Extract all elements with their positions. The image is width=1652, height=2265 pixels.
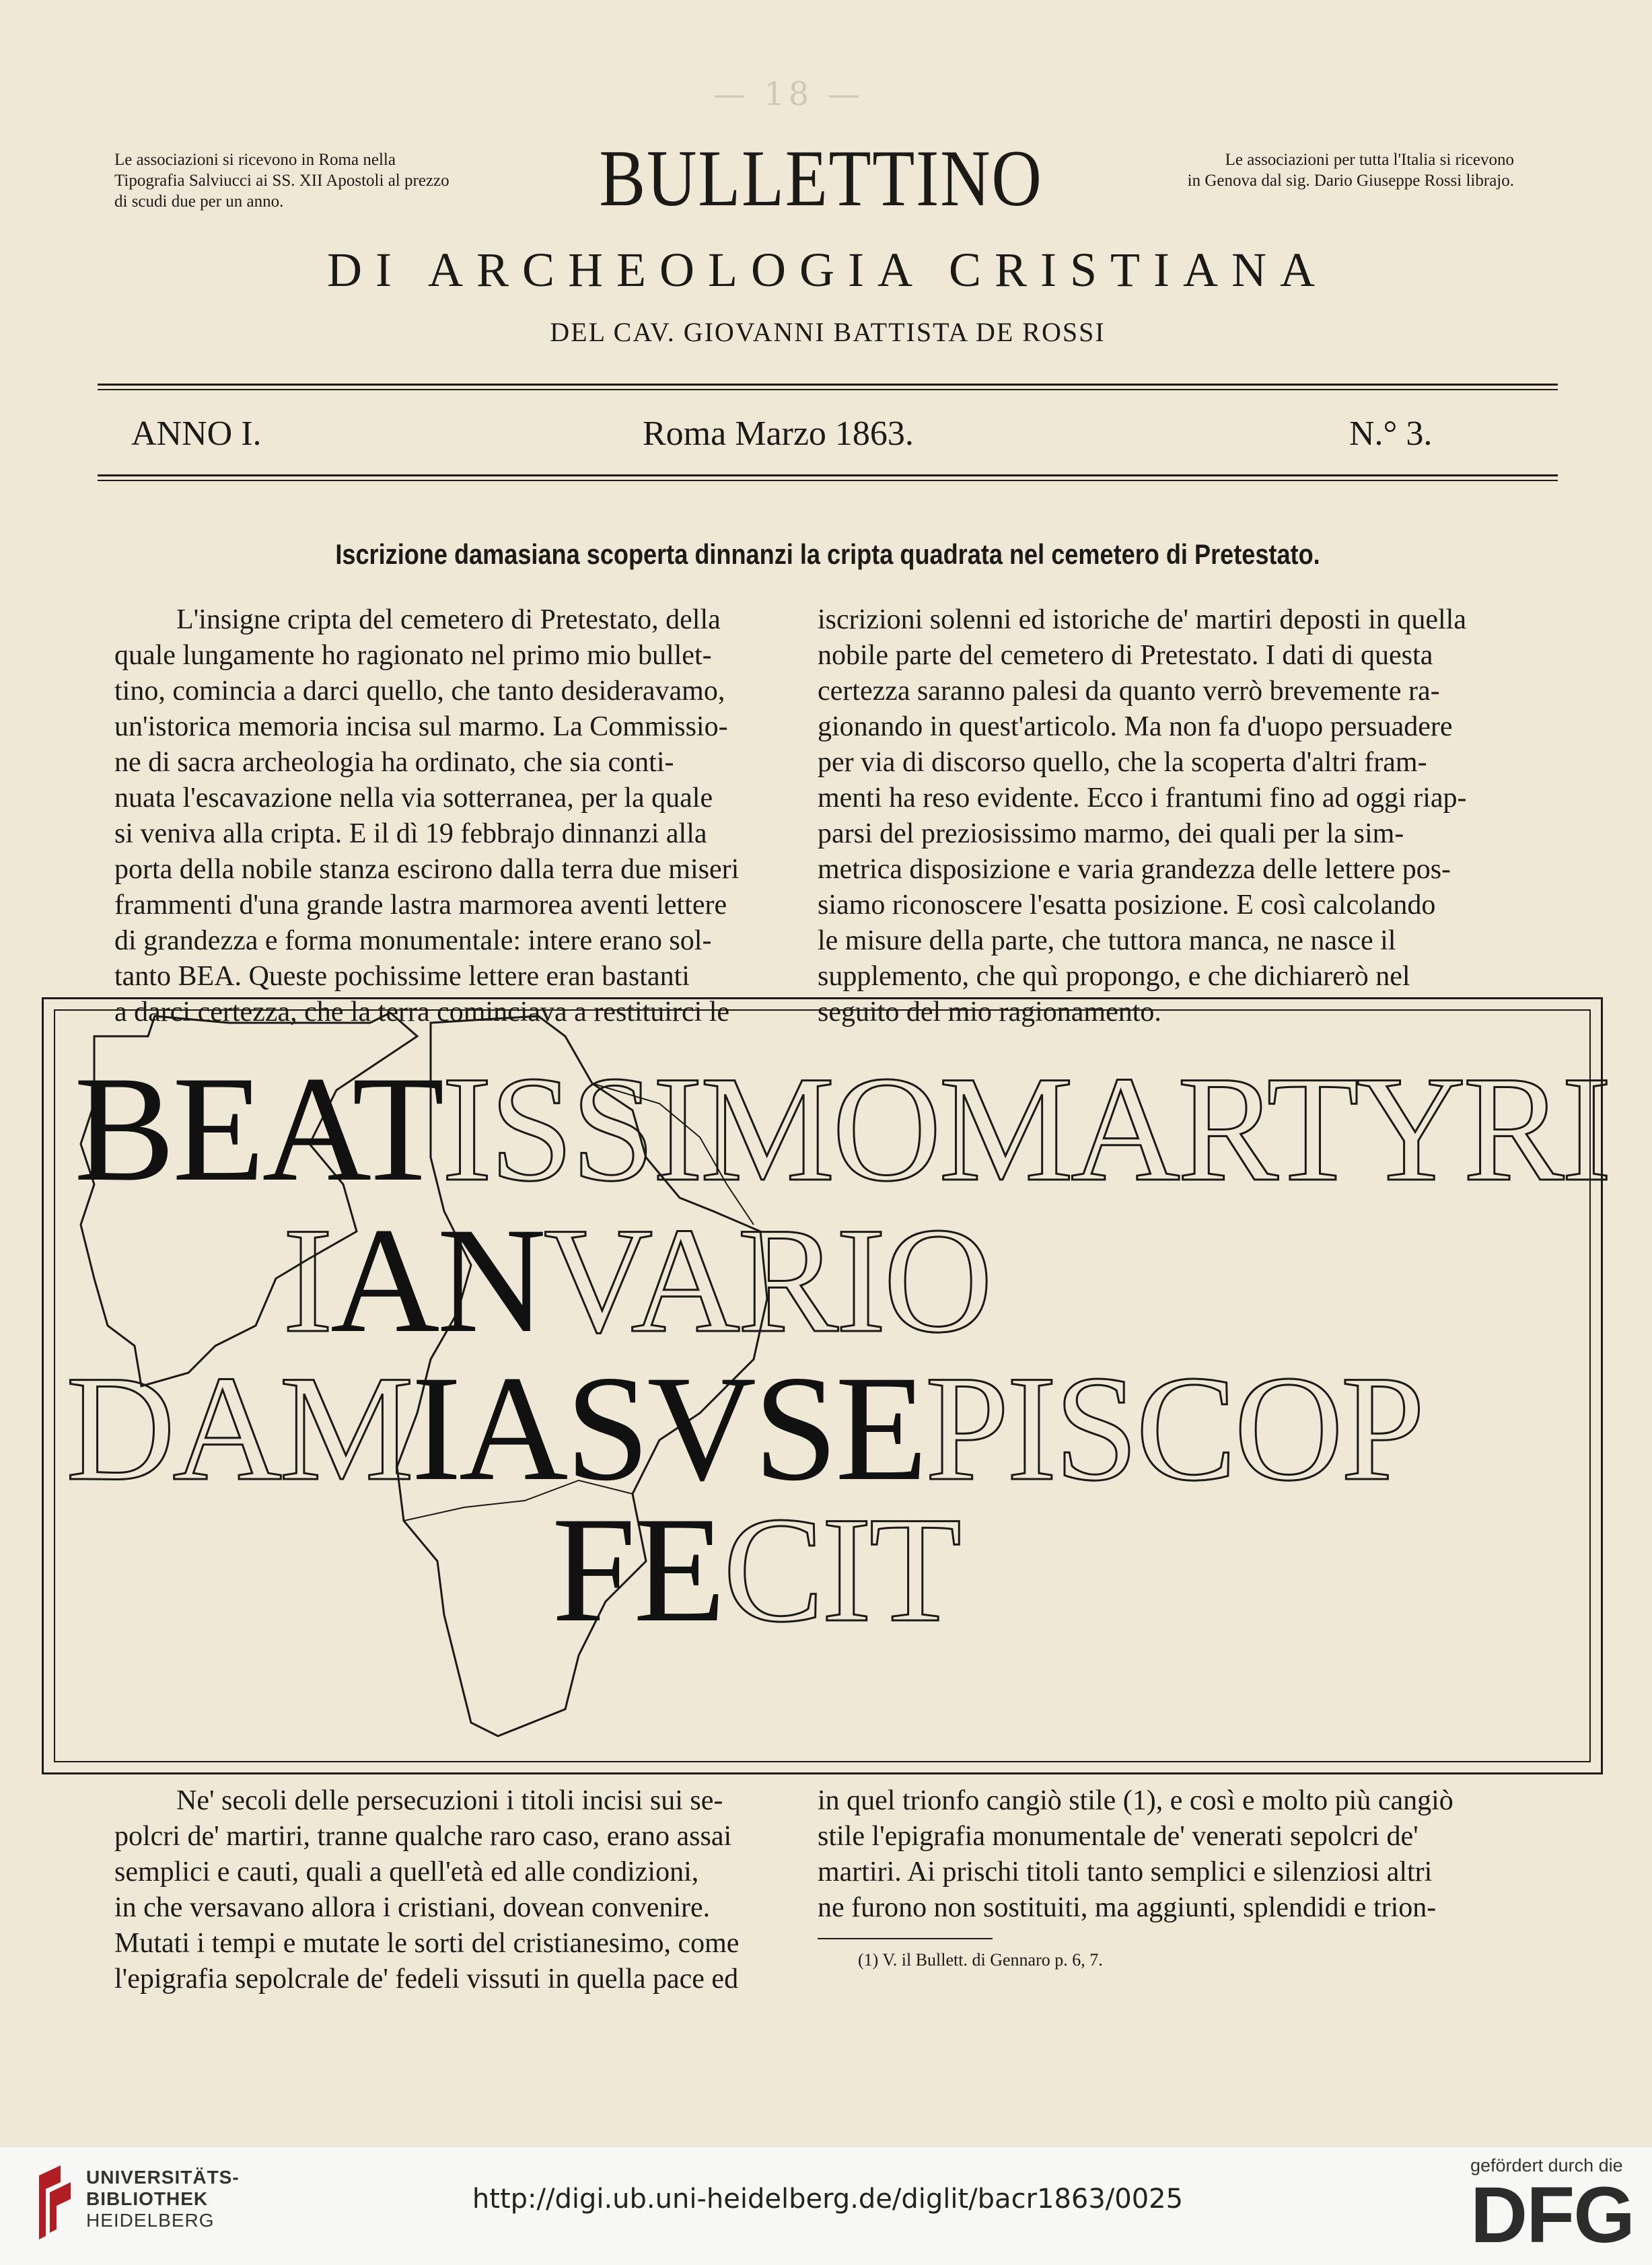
permalink-url[interactable]: http://digi.ub.uni-heidelberg.de/diglit/bacr1863/0025	[472, 2184, 1184, 2215]
inscription-line-3	[66, 1344, 1423, 1512]
restored-letters: DAM	[66, 1344, 412, 1512]
subscription-note-italy	[1097, 149, 1514, 191]
text-line: Ne' secoli delle persecuzioni i titoli incisi sui se-	[176, 1785, 723, 1816]
text-line: si veniva alla cripta. E il dì 19 febbrajo dinnanzi alla	[114, 818, 707, 849]
text-line: certezza saranno palesi da quanto verrò brevemente ra-	[818, 676, 1440, 707]
article-left-column-1	[114, 602, 794, 1030]
text-line: parsi del preziosissimo marmo, dei quali per la sim-	[818, 818, 1404, 849]
restored-letters: VARIO	[543, 1196, 991, 1364]
note-line: in Genova dal sig. Dario Giuseppe Rossi librajo.	[1187, 172, 1514, 190]
text-line: menti ha reso evidente. Ecco i frantumi fino ad oggi riap-	[818, 783, 1467, 814]
text-line: per via di discorso quello, che la scoperta d'altri fram-	[818, 747, 1427, 778]
note-line: di scudi due per un anno.	[114, 192, 284, 211]
text-line: iscrizioni solenni ed istoriche de' martiri deposti in quella	[818, 604, 1466, 635]
text-line: frammenti d'una grande lastra marmorea aventi lettere	[114, 890, 727, 921]
text-line: tino, comincia a darci quello, che tanto desideravamo,	[114, 676, 725, 707]
header-rule	[98, 384, 1558, 386]
library-name-line: HEIDELBERG	[86, 2210, 215, 2231]
text-line: nobile parte del cemetero di Pretestato. I dati di questa	[818, 640, 1433, 671]
text-line: martiri. Ai prischi titoli tanto semplici e silenziosi altri	[818, 1857, 1433, 1887]
text-line: ne di sacra archeologia ha ordinato, che sia conti-	[114, 747, 674, 778]
university-library-logo-icon	[34, 2162, 81, 2243]
issue-date: Roma Marzo 1863.	[643, 415, 914, 453]
text-line: seguito del mio ragionamento.	[818, 997, 1161, 1028]
note-line: Tipografia Salviucci ai SS. XII Apostoli al prezzo	[114, 172, 450, 190]
issue-rule	[98, 480, 1558, 481]
inscription-line-2	[283, 1196, 991, 1364]
text-line: un'istorica memoria incisa sul marmo. La Commissio-	[114, 711, 728, 742]
footnote: (1) V. il Bullett. di Gennaro p. 6, 7.	[858, 1950, 1103, 1970]
text-line: semplici e cauti, quali a quell'età ed alle condizioni,	[114, 1857, 699, 1887]
article-right-column-1	[818, 602, 1497, 1030]
text-line: L'insigne cripta del cemetero di Pretestato, della	[176, 604, 721, 635]
article-right-column-2	[818, 1783, 1497, 1926]
text-line: in che versavano allora i cristiani, dovean convenire.	[114, 1892, 711, 1923]
text-line: metrica disposizione e varia grandezza delle lettere pos-	[818, 854, 1451, 885]
surviving-letters: BEAT	[74, 1044, 442, 1213]
subscription-note-rome	[114, 149, 518, 212]
inscription-line-1	[74, 1044, 1610, 1213]
text-line: polcri de' martiri, tranne qualche raro caso, erano assai	[114, 1821, 732, 1852]
page-number: — 18 —	[713, 75, 864, 113]
text-line: le misure della parte, che tuttora manca, ne nasce il	[818, 925, 1396, 956]
text-line: quale lungamente ho ragionato nel primo mio bullet-	[114, 640, 712, 671]
restored-letters: CIT	[723, 1485, 960, 1653]
university-library-name	[86, 2167, 240, 2231]
issue-year: ANNO I.	[131, 415, 262, 453]
text-line: siamo riconoscere l'esatta posizione. E così calcolando	[818, 890, 1436, 921]
surviving-letters: IASVSE	[411, 1344, 925, 1512]
text-line: stile l'epigrafia monumentale de' venerati sepolcri de'	[818, 1821, 1418, 1852]
text-line: di grandezza e forma monumentale: intere erano sol-	[114, 925, 712, 956]
text-line: in quel trionfo cangiò stile (1), e così e molto più cangiò	[818, 1785, 1453, 1816]
text-line: tanto BEA. Queste pochissime lettere eran bastanti	[114, 961, 690, 992]
text-line: a darci certezza, che la terra cominciava a restituirci le	[114, 997, 730, 1028]
text-line: porta della nobile stanza escirono dalla terra due miseri	[114, 854, 740, 885]
note-line: Le associazioni per tutta l'Italia si ricevono	[1225, 151, 1514, 169]
issue-number: N.° 3.	[1349, 415, 1433, 453]
text-line: l'epigrafia sepolcrale de' fedeli vissuti in quella pace ed	[114, 1964, 739, 1994]
text-line: supplemento, che quì propongo, e che dichiarerò nel	[818, 961, 1410, 992]
surviving-letters: FE	[552, 1485, 723, 1653]
text-line: Mutati i tempi e mutate le sorti del cristianesimo, come	[114, 1928, 740, 1959]
note-line: Le associazioni si ricevono in Roma nella	[114, 151, 396, 169]
library-name-line: BIBLIOTHEK	[86, 2188, 209, 2209]
journal-title: BULLETTINO	[599, 133, 1043, 223]
issue-info	[98, 414, 1558, 474]
text-line: ne furono non sostituiti, ma aggiunti, splendidi e trion-	[818, 1892, 1437, 1923]
text-line: gionando in quest'articolo. Ma non fa d'uopo persuadere	[818, 711, 1453, 742]
journal-editor: DEL CAV. GIOVANNI BATTISTA DE ROSSI	[550, 317, 1106, 347]
article-left-column-2	[114, 1783, 794, 1997]
surviving-letters: AN	[330, 1196, 544, 1364]
journal-subtitle: DI ARCHEOLOGIA CRISTIANA	[327, 243, 1328, 297]
sponsor-label: gefördert durch die	[1470, 2155, 1623, 2176]
header-rule	[98, 389, 1558, 390]
restored-letters: I	[283, 1196, 330, 1364]
restored-letters: ISSIMOMARTYRI	[441, 1044, 1610, 1213]
dfg-logo: DFG	[1470, 2171, 1635, 2260]
article-heading: Iscrizione damasiana scoperta dinnanzi la cripta quadrata nel cemetero di Pretestato.	[335, 538, 1320, 570]
inscription-line-4	[552, 1485, 960, 1653]
restored-letters: PISCOP	[925, 1344, 1423, 1512]
issue-rule	[98, 474, 1558, 476]
text-line: nuata l'escavazione nella via sotterranea, per la quale	[114, 783, 713, 814]
footnote-rule	[818, 1938, 993, 1939]
library-name-line: UNIVERSITÄTS-	[86, 2167, 240, 2188]
